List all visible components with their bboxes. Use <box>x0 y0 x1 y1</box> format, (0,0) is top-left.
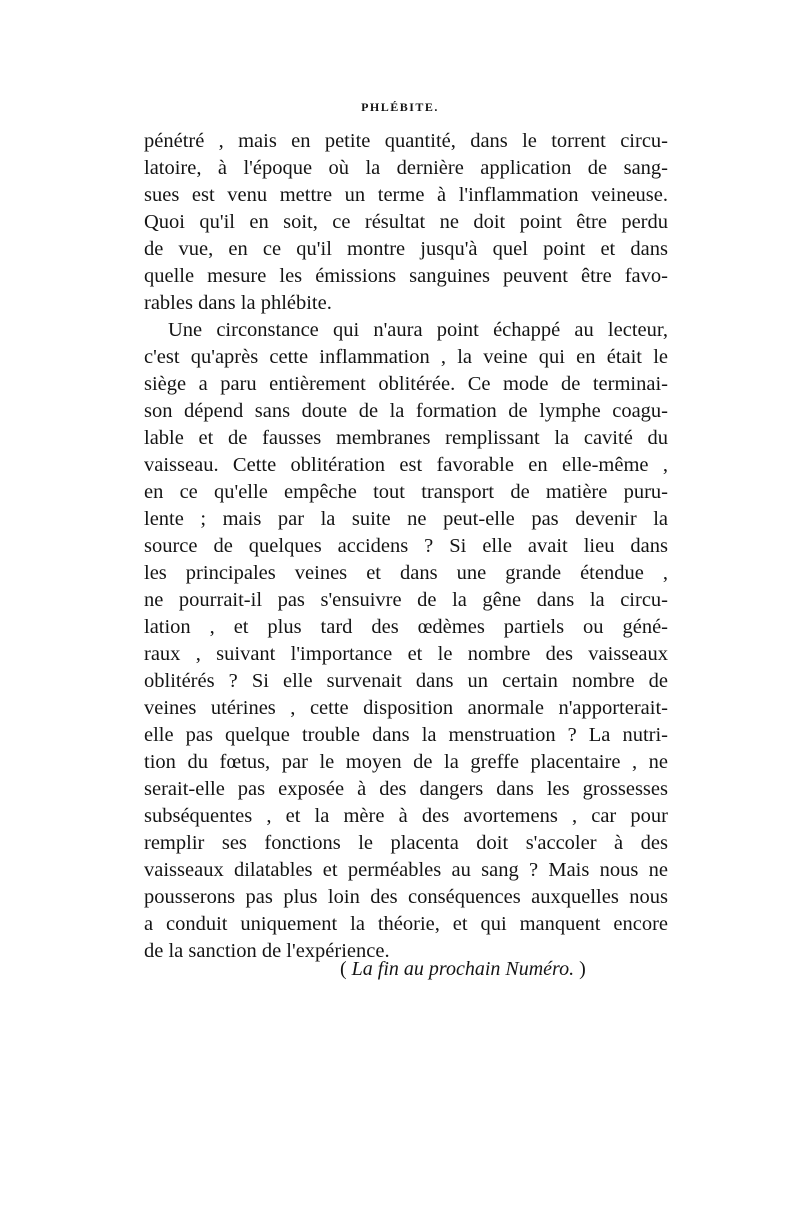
running-head: PHLÉBITE. <box>361 100 439 114</box>
text-line: vaisseaux dilatables et perméables au sang ? Mais nous ne <box>144 859 668 881</box>
text-line: elle pas quelque trouble dans la menstruation ? La nutri- <box>144 724 668 746</box>
text-line: de la sanction de l'expérience. <box>144 940 390 962</box>
text-line: subséquentes , et la mère à des avortemens , car pour <box>144 805 668 827</box>
text-line: Quoi qu'il en soit, ce résultat ne doit point être perdu <box>144 211 668 233</box>
text-line: a conduit uniquement la théorie, et qui manquent encore <box>144 913 668 935</box>
text-line: remplir ses fonctions le placenta doit s'accoler à des <box>144 832 668 854</box>
text-line: source de quelques accidens ? Si elle avait lieu dans <box>144 535 668 557</box>
text-line: oblitérés ? Si elle survenait dans un certain nombre de <box>144 670 668 692</box>
closing-note <box>340 955 660 983</box>
text-line: latoire, à l'époque où la dernière application de sang- <box>144 157 668 179</box>
body-text <box>144 128 668 965</box>
text-line: siège a paru entièrement oblitérée. Ce mode de terminai- <box>144 373 668 395</box>
text-line: veines utérines , cette disposition anormale n'apporterait- <box>144 697 668 719</box>
paragraph-1 <box>144 128 668 317</box>
text-line: vaisseau. Cette oblitération est favorable en elle-même , <box>144 454 668 476</box>
text-line: ne pourrait-il pas s'ensuivre de la gêne dans la circu- <box>144 589 668 611</box>
text-line: de vue, en ce qu'il montre jusqu'à quel point et dans <box>144 238 668 260</box>
text-line: Une circonstance qui n'aura point échappé au lecteur, <box>168 319 668 341</box>
text-line: raux , suivant l'importance et le nombre des vaisseaux <box>144 643 668 665</box>
text-line: quelle mesure les émissions sanguines peuvent être favo- <box>144 265 668 287</box>
text-line: lente ; mais par la suite ne peut-elle pas devenir la <box>144 508 668 530</box>
text-line: pénétré , mais en petite quantité, dans le torrent circu- <box>144 130 668 152</box>
text-line: serait-elle pas exposée à des dangers dans les grossesses <box>144 778 668 800</box>
closing-note-open-paren: ( <box>340 958 347 980</box>
text-line: lation , et plus tard des œdèmes partiels ou géné- <box>144 616 668 638</box>
paragraph-2 <box>144 317 668 965</box>
text-line: rables dans la phlébite. <box>144 292 332 314</box>
text-line: en ce qu'elle empêche tout transport de matière puru- <box>144 481 668 503</box>
text-line: lable et de fausses membranes remplissant la cavité du <box>144 427 668 449</box>
text-line: pousserons pas plus loin des conséquences auxquelles nous <box>144 886 668 908</box>
text-line: c'est qu'après cette inflammation , la veine qui en était le <box>144 346 668 368</box>
closing-note-close-paren: ) <box>579 958 586 980</box>
text-line: son dépend sans doute de la formation de lymphe coagu- <box>144 400 668 422</box>
text-line: les principales veines et dans une grande étendue , <box>144 562 668 584</box>
text-line: sues est venu mettre un terme à l'inflammation veineuse. <box>144 184 668 206</box>
text-line: tion du fœtus, par le moyen de la greffe placentaire , ne <box>144 751 668 773</box>
closing-note-text: La fin au prochain Numéro. <box>351 958 575 980</box>
